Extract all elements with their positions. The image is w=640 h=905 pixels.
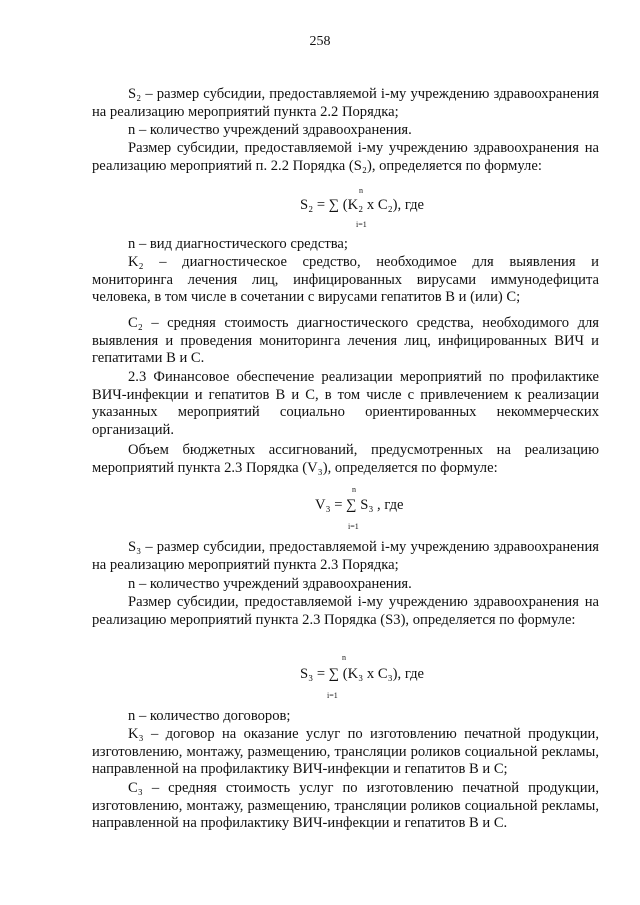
- paragraph-c3-definition: C₃ – средняя стоимость услуг по изготовлению печатной продукции, изготовлению, монтажу, размещению, трансляции роликов социальной рекламы, направленной на профилактику ВИЧ-инфекции и гепатитов В и С.: [92, 780, 599, 832]
- paragraph-s3-size: Размер субсидии, предоставляемой i-му учреждению здравоохранения на реализацию мероприятий пункта 2.3 Порядка (S3), определяется по формуле:: [92, 594, 599, 628]
- paragraph-k3-definition: K₃ – договор на оказание услуг по изготовлению печатной продукции, изготовлению, монтажу, размещению, трансляции роликов социальной рекламы, направленной на профилактику ВИЧ-инфекции и гепатитов В и С;: [92, 726, 599, 778]
- paragraph-n-diagnostic: n – вид диагностического средства;: [128, 236, 348, 252]
- formula-expression: S₂ = ∑ (K₂ x C₂), где: [300, 197, 425, 213]
- formula-expression: V₃ = ∑ S₃ , где: [315, 497, 404, 513]
- paragraph-n-institutions: n – количество учреждений здравоохранения.: [128, 122, 412, 138]
- formula-lower-limit: i=1: [327, 691, 338, 700]
- paragraph-k2-definition: K₂ – диагностическое средство, необходимое для выявления и мониторинга лечения лиц, инфицированных вирусами иммунодефицита человека, в том числе в сочетании с вирусами гепатитов В и (или) С;: [92, 254, 599, 306]
- paragraph-s3-definition: S₃ – размер субсидии, предоставляемой i-му учреждению здравоохранения на реализацию мероприятий пункта 2.3 Порядка;: [92, 539, 599, 573]
- paragraph-n-contracts: n – количество договоров;: [128, 708, 291, 724]
- formula-upper-limit: n: [359, 186, 363, 195]
- formula-lower-limit: i=1: [356, 220, 367, 229]
- formula-upper-limit: n: [342, 653, 346, 662]
- paragraph-v3-volume: Объем бюджетных ассигнований, предусмотренных на реализацию мероприятий пункта 2.3 Порядка (V₃), определяется по формуле:: [92, 442, 599, 476]
- formula-lower-limit: i=1: [348, 522, 359, 531]
- page-number: 258: [309, 34, 331, 49]
- formula-upper-limit: n: [352, 485, 356, 494]
- paragraph-c2-definition: C₂ – средняя стоимость диагностического средства, необходимого для выявления и проведения мониторинга лечения лиц, инфицированных ВИЧ и гепатитами В и С.: [92, 315, 599, 367]
- paragraph-section-2-3: 2.3 Финансовое обеспечение реализации мероприятий по профилактике ВИЧ-инфекции и гепатитов В и С, в том числе с привлечением к реализации указанных мероприятий социально ориентированных некоммерческих организаций.: [92, 369, 599, 438]
- paragraph-s2-size: Размер субсидии, предоставляемой i-му учреждению здравоохранения на реализацию мероприятий п. 2.2 Порядка (S₂), определяется по формуле:: [92, 140, 599, 174]
- formula-expression: S₃ = ∑ (K₃ x C₃), где: [300, 666, 425, 682]
- paragraph-s2-definition: S₂ – размер субсидии, предоставляемой i-му учреждению здравоохранения на реализацию мероприятий пункта 2.2 Порядка;: [92, 86, 599, 120]
- paragraph-n-institutions-2: n – количество учреждений здравоохранения.: [128, 576, 412, 592]
